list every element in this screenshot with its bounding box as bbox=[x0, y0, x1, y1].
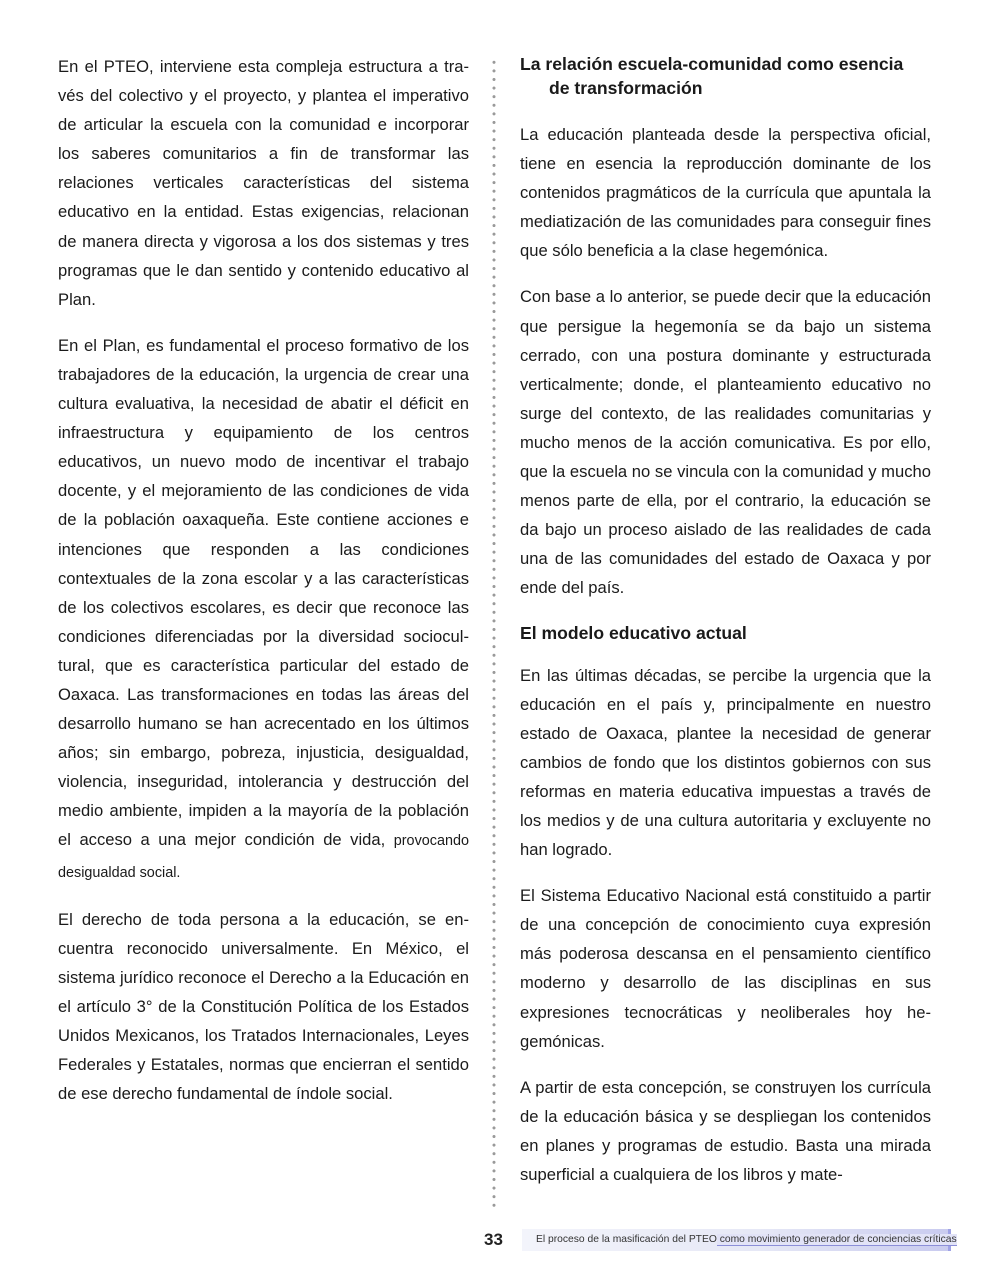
running-footer-title bbox=[536, 1234, 957, 1245]
right-paragraph-3: En las últimas décadas, se percibe la urgencia que la educación en el país y, principalmente en nuestro estado de Oaxaca, plantee la necesidad de generar cambios de fondo que los distintos gobiernos con sus reformas en materia educativa impuestas a través de los medios y de una cultura autoritaria y excluyente no han logrado. bbox=[520, 665, 931, 860]
left-paragraph-3: El derecho de toda persona a la educación, se encuentra reconocido universalmente. En México, el sistema jurídico reconoce el Derecho a la Educación en el artículo 3° de la Constitución Política de los Estados Unidos Mexicanos, los Tratados Internacionales, Leyes Federales y Estatales, normas que encierran el sentido de ese derecho fundamental de índole social. bbox=[58, 909, 469, 1104]
left-paragraph-2 bbox=[58, 331, 469, 888]
column-divider bbox=[492, 58, 496, 1210]
section-heading-1-line-2: de transformación bbox=[549, 78, 703, 98]
left-paragraph-1: En el PTEO, interviene esta compleja estructura a través del colectivo y el proyecto, y plantea el imperativo de articular la escuela con la comunidad e incorporar los saberes comunitarios a fin de transformar las relaciones verticales características del sistema educativo en la entidad. Estas exigencias, relacionan de manera directa y vigorosa a los dos sistemas y tres programas que le dan sentido y contenido educativo al Plan. bbox=[58, 57, 469, 309]
page-number: 33 bbox=[484, 1230, 503, 1249]
running-footer-title-part-1: El proceso de la masificación del PTEO bbox=[536, 1234, 717, 1245]
right-paragraph-2: Con base a lo anterior, se puede decir que la educación que persigue la hegemonía se da bajo un sistema cerrado, con una postura dominante y estructurada verticalmente; donde, el planteamiento educativo no surge del contexto, de las realidades comunitarias y mucho menos de la acción comunicativa. Es por ello, que la escuela no se vincula con la comunidad y mucho menos parte de ella, por el contrario, la educación se da bajo un proceso aislado de las realidades de cada una de las comunidades del estado de Oaxaca y por ende del país. bbox=[520, 287, 931, 598]
right-paragraph-5: A partir de esta concepción, se construyen los currícula de la educación básica y se despliegan los contenidos en planes y programas de estudio. Basta una mirada superficial a cualquiera de los libros y mate- bbox=[520, 1077, 931, 1184]
section-heading-1 bbox=[520, 52, 931, 100]
left-paragraph-2-tail: provocando desigualdad social. bbox=[58, 833, 469, 881]
left-column bbox=[58, 52, 469, 1125]
right-column bbox=[520, 52, 931, 1206]
right-paragraph-1: La educación planteada desde la perspectiva oficial, tiene en esencia la reproducción dominante de los contenidos pragmáticos de la currícula que apuntala la mediatización de las comunidades para conseguir fines que sólo beneficia a la clase hegemónica. bbox=[520, 125, 931, 261]
section-heading-2: El modelo educativo actual bbox=[520, 622, 747, 643]
left-paragraph-2-body: En el Plan, es fundamental el proceso formativo de los trabajadores de la educación, la urgencia de crear una cultura evaluativa, la necesidad de abatir el déficit en infraestructura y equipamiento de los centros educativos, un nuevo modo de incentivar el trabajo docente, y el mejoramiento de las condiciones de vida de la población oaxaqueña. Este contiene acciones e intenciones que responden a las condiciones contextuales de la zona escolar y a las características de los colectivos escolares, es decir que reconoce las condiciones diferenciadas por la diversidad sociocultural, que es característica particular del estado de Oaxaca. Las transformaciones en todas las áreas del desarrollo humano se han acrecentado en los últimos años; sin embargo, pobreza, injusticia, desigualdad, violencia, inseguridad, intolerancia y destrucción del medio ambiente, impiden a la mayoría de la población el acceso a una mejor condición de vida, bbox=[58, 335, 469, 850]
running-footer-title-part-2: como movimiento generador de conciencias críticas bbox=[716, 1234, 957, 1245]
right-paragraph-4: El Sistema Educativo Nacional está constituido a partir de una concepción de conocimiento cuya expresión más poderosa descansa en el pensamiento científico moderno y desarrollo de las disciplinas en sus expresiones tecnocráticas y neoliberales hoy hegemónicas. bbox=[520, 886, 931, 1051]
section-heading-1-line-1: La relación escuela-comunidad como esencia bbox=[520, 54, 904, 74]
